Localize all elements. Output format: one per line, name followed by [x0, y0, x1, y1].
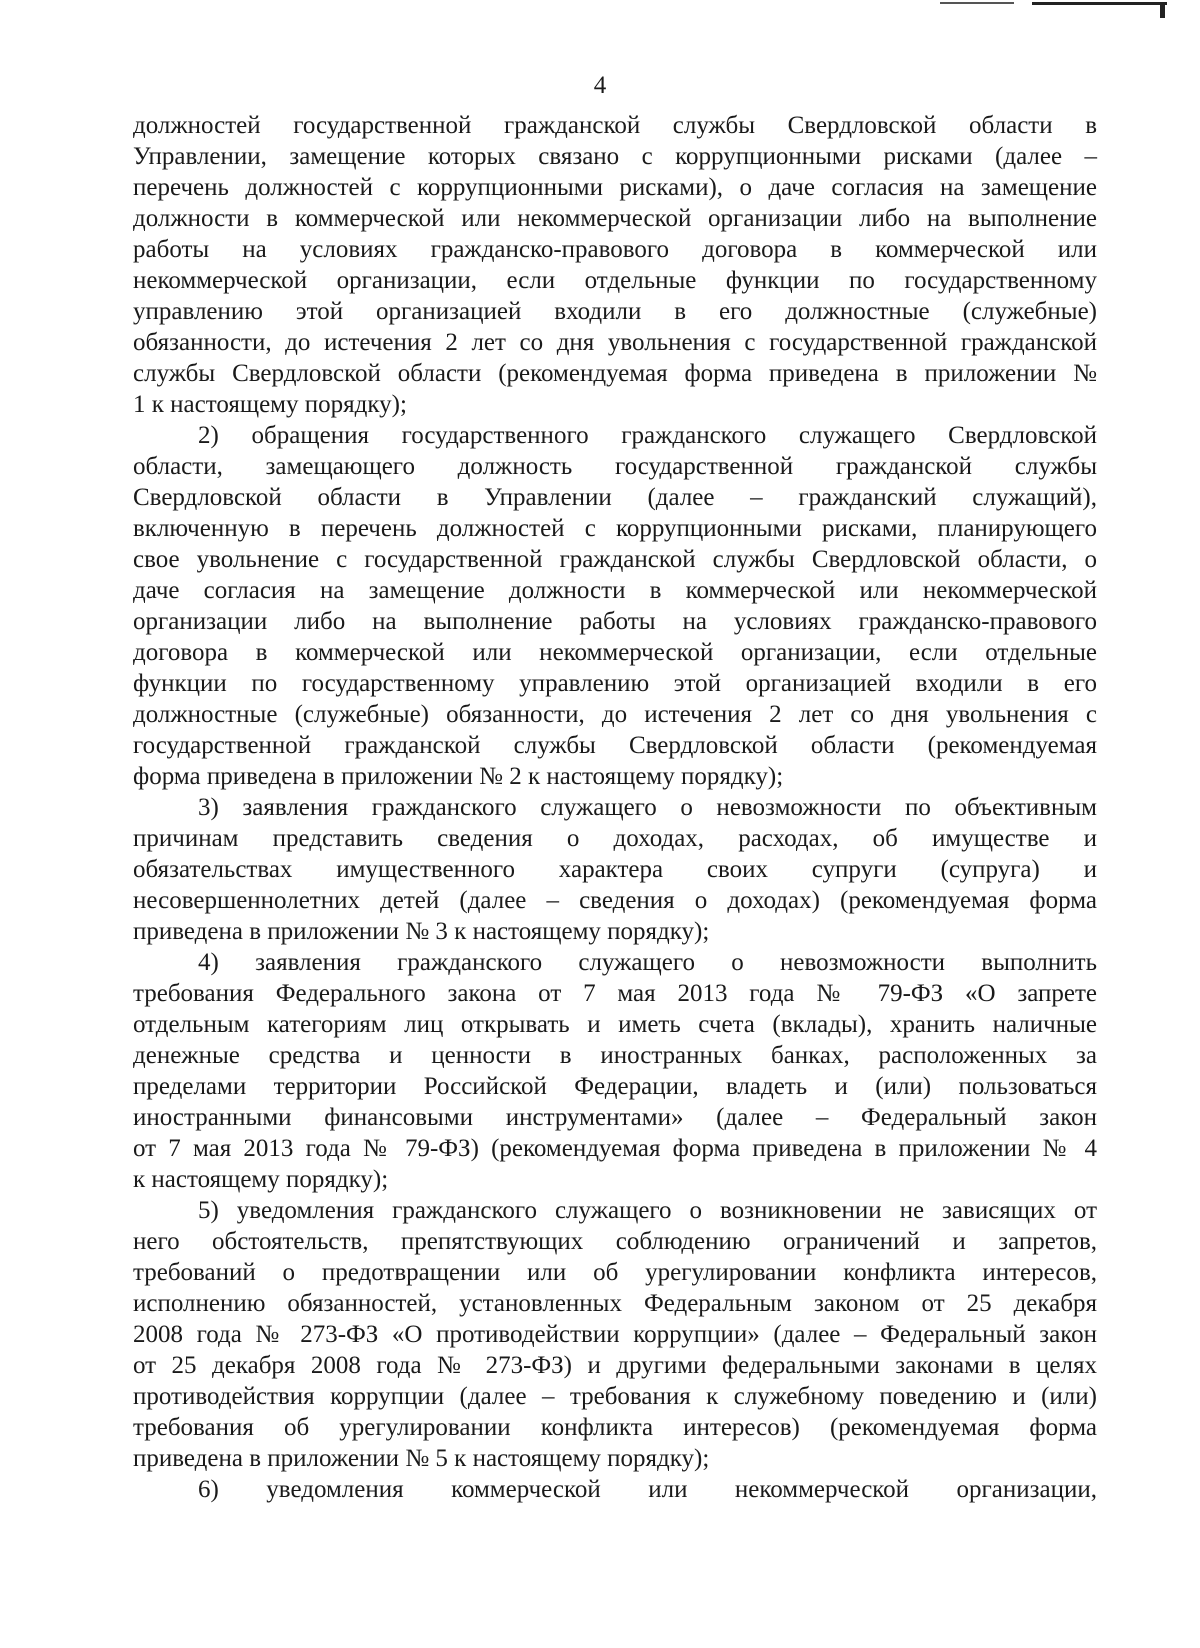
scan-artifact-mark — [1160, 2, 1165, 18]
text-line: форма приведена в приложении № 2 к настоящему порядку); — [133, 763, 784, 790]
text-line: 2) обращения государственного гражданского служащего Свердловской — [198, 422, 1097, 449]
text-line: некоммерческой организации, если отдельные функции по государственному — [133, 267, 1097, 294]
text-line: перечень должностей с коррупционными рисками), о даче согласия на замещение — [133, 174, 1097, 201]
text-line: договора в коммерческой или некоммерческой организации, если отдельные — [133, 639, 1097, 666]
text-line: работы на условиях гражданско-правового договора в коммерческой или — [133, 236, 1097, 263]
text-line: функции по государственному управлению этой организацией входили в его — [133, 670, 1097, 697]
text-line: приведена в приложении № 3 к настоящему порядку); — [133, 918, 710, 945]
text-line: требований о предотвращении или об урегулировании конфликта интересов, — [133, 1259, 1097, 1286]
text-line: государственной гражданской службы Свердловской области (рекомендуемая — [133, 732, 1097, 759]
text-line: от 7 мая 2013 года № 79-ФЗ) (рекомендуемая форма приведена в приложении № 4 — [133, 1135, 1097, 1162]
paragraph — [133, 1195, 1097, 1474]
text-line: 4) заявления гражданского служащего о невозможности выполнить — [198, 949, 1097, 976]
text-line: должностей государственной гражданской службы Свердловской области в — [133, 112, 1097, 139]
text-line: 6) уведомления коммерческой или некоммерческой организации, — [198, 1476, 1097, 1503]
paragraph — [133, 110, 1097, 420]
text-line: требования Федерального закона от 7 мая 2013 года № 79-ФЗ «О запрете — [133, 980, 1097, 1007]
text-line: причинам представить сведения о доходах, расходах, об имуществе и — [133, 825, 1097, 852]
text-line: несовершеннолетних детей (далее – сведения о доходах) (рекомендуемая форма — [133, 887, 1097, 914]
scan-artifact-line — [1032, 2, 1167, 5]
text-line: включенную в перечень должностей с коррупционными рисками, планирующего — [133, 515, 1097, 542]
page-number: 4 — [593, 72, 607, 99]
text-line: должности в коммерческой или некоммерческой организации либо на выполнение — [133, 205, 1097, 232]
text-line: от 25 декабря 2008 года № 273-ФЗ) и другими федеральными законами в целях — [133, 1352, 1097, 1379]
text-line: 5) уведомления гражданского служащего о возникновении не зависящих от — [198, 1197, 1097, 1224]
text-line: обязательствах имущественного характера своих супруги (супруга) и — [133, 856, 1097, 883]
paragraph — [133, 1474, 1097, 1505]
paragraph — [133, 420, 1097, 792]
text-line: него обстоятельств, препятствующих соблюдению ограничений и запретов, — [133, 1228, 1097, 1255]
text-line: управлению этой организацией входили в его должностные (служебные) — [133, 298, 1097, 325]
paragraph — [133, 947, 1097, 1195]
text-line: области, замещающего должность государственной гражданской службы — [133, 453, 1097, 480]
text-line: к настоящему порядку); — [133, 1166, 389, 1193]
text-line: даче согласия на замещение должности в коммерческой или некоммерческой — [133, 577, 1097, 604]
text-line: отдельным категориям лиц открывать и иметь счета (вклады), хранить наличные — [133, 1011, 1097, 1038]
text-line: 2008 года № 273-ФЗ «О противодействии коррупции» (далее – Федеральный закон — [133, 1321, 1097, 1348]
text-line: приведена в приложении № 5 к настоящему порядку); — [133, 1445, 710, 1472]
text-line: денежные средства и ценности в иностранных банках, расположенных за — [133, 1042, 1097, 1069]
text-line: противодействия коррупции (далее – требования к служебному поведению и (или) — [133, 1383, 1097, 1410]
text-line: 3) заявления гражданского служащего о невозможности по объективным — [198, 794, 1097, 821]
text-line: свое увольнение с государственной гражданской службы Свердловской области, о — [133, 546, 1097, 573]
text-line: требования об урегулировании конфликта интересов) (рекомендуемая форма — [133, 1414, 1097, 1441]
text-line: организации либо на выполнение работы на условиях гражданско-правового — [133, 608, 1097, 635]
text-line: Управлении, замещение которых связано с коррупционными рисками (далее – — [133, 143, 1097, 170]
paragraph — [133, 792, 1097, 947]
text-line: пределами территории Российской Федерации, владеть и (или) пользоваться — [133, 1073, 1097, 1100]
text-line: службы Свердловской области (рекомендуемая форма приведена в приложении № — [133, 360, 1097, 387]
text-line: иностранными финансовыми инструментами» (далее – Федеральный закон — [133, 1104, 1097, 1131]
document-body — [133, 110, 1097, 1505]
text-line: исполнению обязанностей, установленных Федеральным законом от 25 декабря — [133, 1290, 1097, 1317]
text-line: 1 к настоящему порядку); — [133, 391, 407, 418]
text-line: должностные (служебные) обязанности, до истечения 2 лет со дня увольнения с — [133, 701, 1097, 728]
text-line: обязанности, до истечения 2 лет со дня увольнения с государственной гражданской — [133, 329, 1097, 356]
text-line: Свердловской области в Управлении (далее – гражданский служащий), — [133, 484, 1097, 511]
scan-artifact-line — [940, 2, 1014, 4]
